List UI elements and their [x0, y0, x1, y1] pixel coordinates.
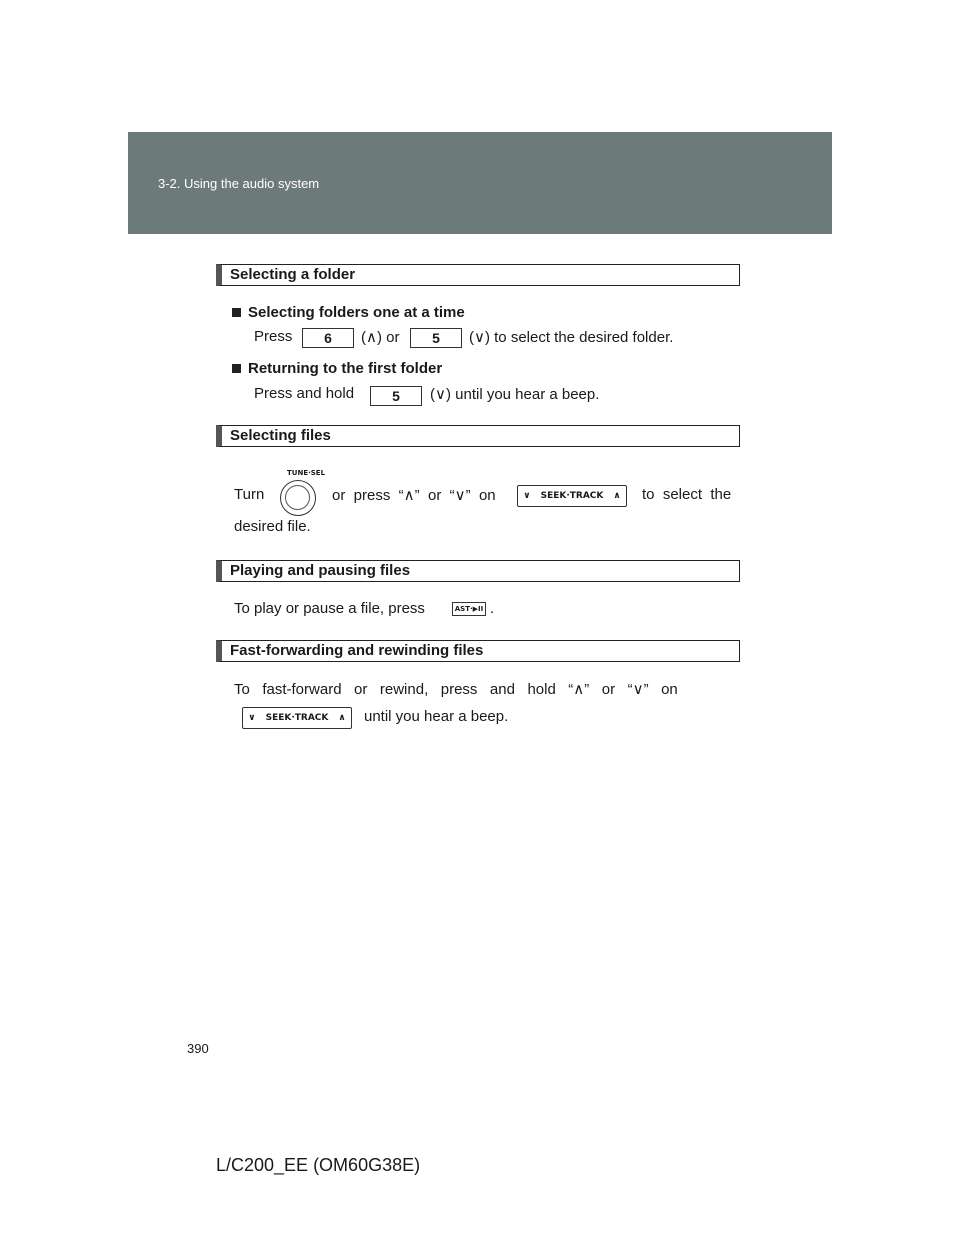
section-title-folder: Selecting a folder	[216, 264, 740, 286]
key-5: 5	[410, 328, 462, 348]
bullet-marker	[232, 364, 241, 373]
section-title-files: Selecting files	[216, 425, 740, 447]
chevron-up-icon: ∧	[338, 713, 346, 723]
bullet-first-folder: Returning to the first folder	[232, 360, 442, 377]
section-heading: 3-2. Using the audio system	[158, 176, 320, 191]
footer-code: L/C200_EE (OM60G38E)	[216, 1155, 421, 1175]
page-number: 390	[187, 1041, 209, 1056]
seek-track-button-icon: ∨ SEEK·TRACK ∧	[242, 707, 352, 729]
tune-sel-label: TUNE·SEL	[287, 469, 326, 477]
until-beep-text: (∨) until you hear a beep.	[430, 386, 600, 403]
turn-label: Turn	[234, 486, 265, 503]
section-title-ff: Fast-forwarding and rewinding files	[216, 640, 740, 662]
press-label: Press	[254, 328, 293, 345]
desired-file-text: desired file.	[234, 518, 311, 535]
press-hold-label: Press and hold	[254, 385, 355, 402]
bullet-folders-one-at-a-time: Selecting folders one at a time	[232, 304, 465, 321]
seek-track-button-icon: ∨ SEEK·TRACK ∧	[517, 485, 627, 507]
key-5-hold: 5	[370, 386, 422, 406]
key-6: 6	[302, 328, 354, 348]
play-period: .	[490, 600, 495, 617]
ast-play-pause-button-icon: AST·▶II	[452, 602, 486, 616]
header-band	[128, 132, 832, 234]
files-instruction-end: to select the	[642, 486, 732, 503]
up-symbol-text: (∧) or	[361, 329, 400, 346]
files-instruction-middle: or press “∧” or “∨” on	[332, 487, 496, 504]
folder-select-text: (∨) to select the desired folder.	[469, 329, 674, 346]
chevron-up-icon: ∧	[613, 491, 621, 501]
chevron-down-icon: ∨	[523, 491, 531, 501]
chevron-down-icon: ∨	[248, 713, 256, 723]
play-instruction: To play or pause a file, press	[234, 600, 425, 617]
bullet-marker	[232, 308, 241, 317]
ff-instruction: To fast-forward or rewind, press and hold “∧” or “∨” on	[234, 681, 678, 698]
section-title-play: Playing and pausing files	[216, 560, 740, 582]
ff-until-beep: until you hear a beep.	[364, 708, 509, 725]
tune-sel-knob-icon	[280, 480, 316, 516]
